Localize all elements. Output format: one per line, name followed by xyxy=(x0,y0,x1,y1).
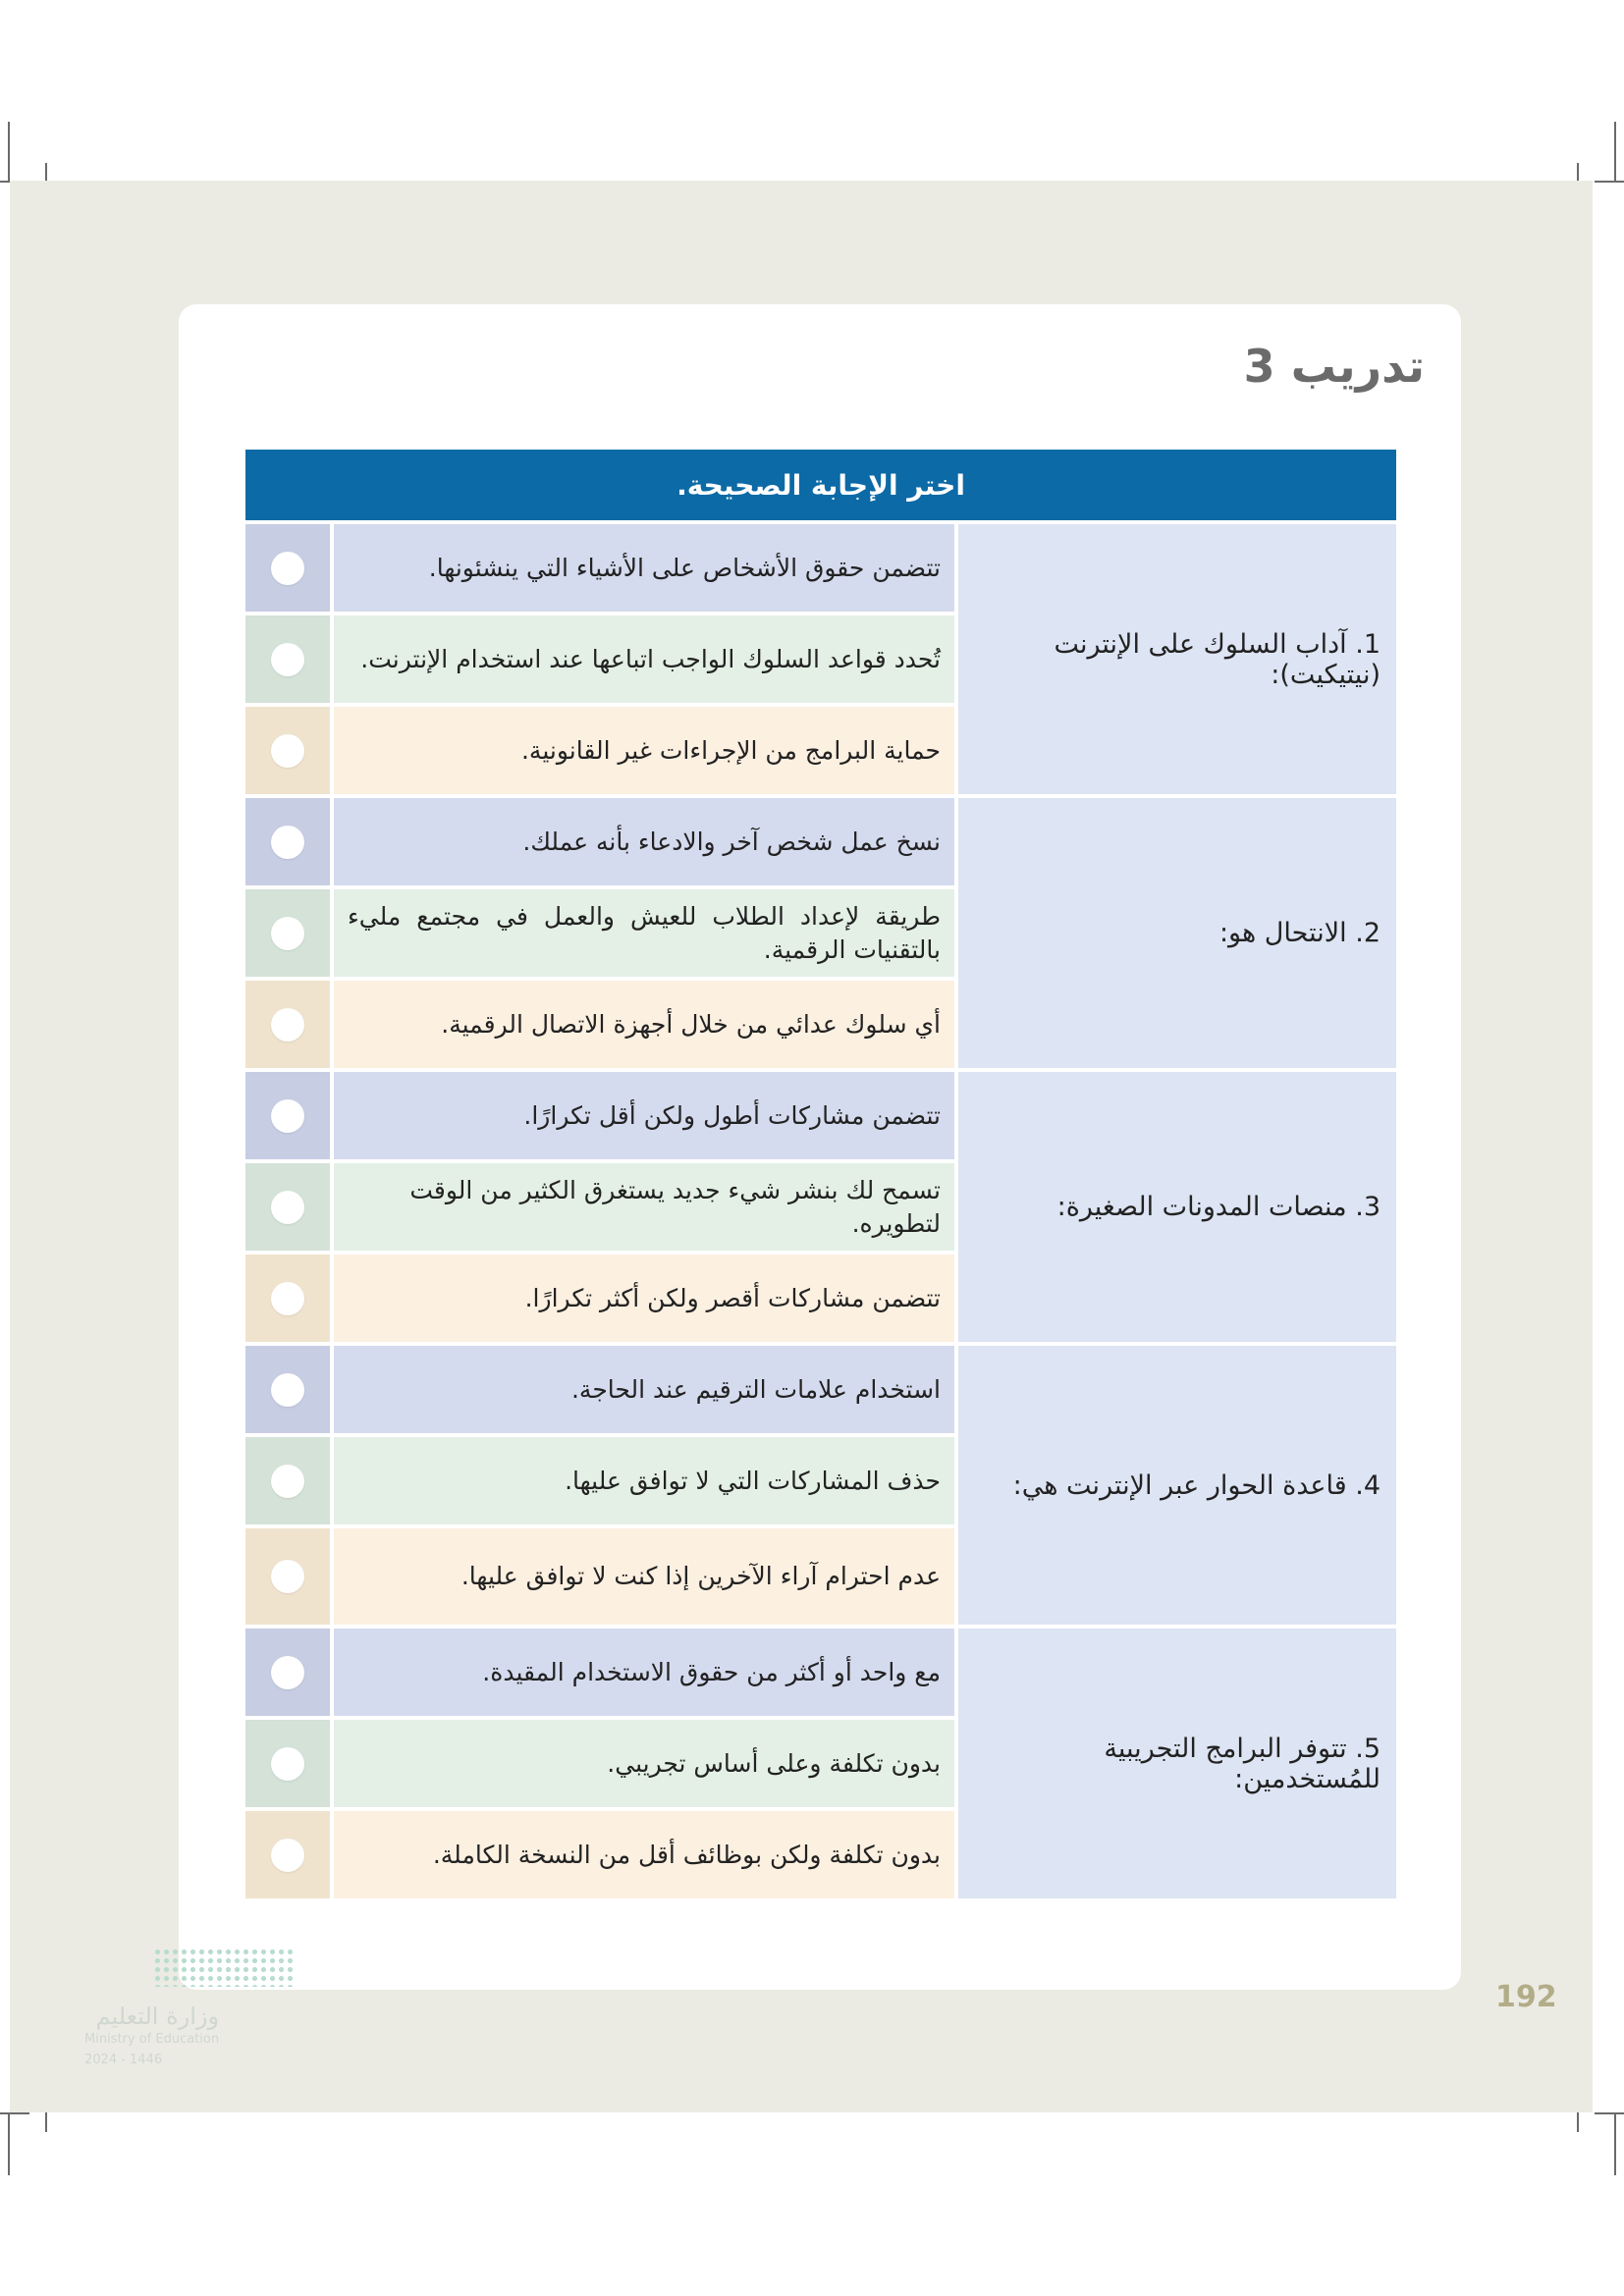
option-row[interactable] xyxy=(245,1255,954,1342)
option-row[interactable] xyxy=(245,798,954,885)
option-text: تسمح لك بنشر شيء جديد يستغرق الكثير من الوقت لتطويره. xyxy=(334,1163,954,1251)
options-list xyxy=(245,524,954,794)
radio-button[interactable] xyxy=(271,1008,304,1041)
crop-mark xyxy=(8,2114,10,2175)
radio-cell xyxy=(245,798,330,885)
option-text: استخدام علامات الترقيم عند الحاجة. xyxy=(334,1346,954,1433)
radio-cell xyxy=(245,1163,330,1251)
option-text: تتضمن مشاركات أطول ولكن أقل تكرارًا. xyxy=(334,1072,954,1159)
radio-button[interactable] xyxy=(271,1373,304,1407)
option-row[interactable] xyxy=(245,889,954,977)
question-text: 4. قاعدة الحوار عبر الإنترنت هي: xyxy=(958,1346,1396,1625)
option-row[interactable] xyxy=(245,1437,954,1524)
option-row[interactable] xyxy=(245,1072,954,1159)
ministry-logo-icon xyxy=(153,1948,297,1987)
radio-button[interactable] xyxy=(271,1099,304,1133)
question-text: 2. الانتحال هو: xyxy=(958,798,1396,1068)
logo-english: Ministry of Education xyxy=(84,2032,220,2047)
option-text: نسخ عمل شخص آخر والادعاء بأنه عملك. xyxy=(334,798,954,885)
radio-button[interactable] xyxy=(271,1656,304,1689)
option-text: بدون تكلفة ولكن بوظائف أقل من النسخة الكاملة. xyxy=(334,1811,954,1898)
crop-mark xyxy=(1595,2112,1624,2114)
crop-mark xyxy=(1595,181,1624,183)
options-list xyxy=(245,1072,954,1342)
option-text: أي سلوك عدائي من خلال أجهزة الاتصال الرقمية. xyxy=(334,981,954,1068)
table-header: اختر الإجابة الصحيحة. xyxy=(245,450,1396,520)
option-row[interactable] xyxy=(245,1720,954,1807)
option-row[interactable] xyxy=(245,524,954,612)
crop-mark xyxy=(8,122,10,183)
radio-button[interactable] xyxy=(271,1560,304,1593)
logo-arabic: وزارة التعليم xyxy=(95,2002,220,2030)
radio-cell xyxy=(245,981,330,1068)
question-group xyxy=(245,798,1396,1068)
options-list xyxy=(245,798,954,1068)
page-title: تدريب 3 xyxy=(1243,340,1425,393)
radio-button[interactable] xyxy=(271,826,304,859)
option-row[interactable] xyxy=(245,1528,954,1625)
option-text: بدون تكلفة وعلى أساس تجريبي. xyxy=(334,1720,954,1807)
option-text: حذف المشاركات التي لا توافق عليها. xyxy=(334,1437,954,1524)
question-text: 1. آداب السلوك على الإنترنت (نيتيكيت): xyxy=(958,524,1396,794)
radio-cell xyxy=(245,1629,330,1716)
radio-cell xyxy=(245,1437,330,1524)
radio-button[interactable] xyxy=(271,917,304,950)
option-row[interactable] xyxy=(245,1346,954,1433)
radio-button[interactable] xyxy=(271,734,304,768)
option-text: تتضمن حقوق الأشخاص على الأشياء التي ينشئونها. xyxy=(334,524,954,612)
option-text: طريقة لإعداد الطلاب للعيش والعمل في مجتمع مليء بالتقنيات الرقمية. xyxy=(334,889,954,977)
quiz-table xyxy=(245,450,1396,1898)
page-number: 192 xyxy=(1495,1980,1557,2014)
options-list xyxy=(245,1629,954,1898)
option-text: مع واحد أو أكثر من حقوق الاستخدام المقيدة. xyxy=(334,1629,954,1716)
radio-cell xyxy=(245,524,330,612)
radio-cell xyxy=(245,1255,330,1342)
radio-cell xyxy=(245,1720,330,1807)
crop-mark xyxy=(1614,2114,1616,2175)
radio-cell xyxy=(245,1072,330,1159)
radio-button[interactable] xyxy=(271,1465,304,1498)
option-row[interactable] xyxy=(245,1629,954,1716)
question-text: 5. تتوفر البرامج التجريبية للمُستخدمين: xyxy=(958,1629,1396,1898)
question-group xyxy=(245,1629,1396,1898)
radio-button[interactable] xyxy=(271,1191,304,1224)
crop-mark xyxy=(0,2112,29,2114)
radio-cell xyxy=(245,707,330,794)
question-group xyxy=(245,1346,1396,1625)
radio-button[interactable] xyxy=(271,552,304,585)
radio-button[interactable] xyxy=(271,1282,304,1315)
option-row[interactable] xyxy=(245,1163,954,1251)
radio-cell xyxy=(245,889,330,977)
radio-cell xyxy=(245,1346,330,1433)
radio-button[interactable] xyxy=(271,1839,304,1872)
option-row[interactable] xyxy=(245,1811,954,1898)
question-group xyxy=(245,524,1396,794)
question-text: 3. منصات المدونات الصغيرة: xyxy=(958,1072,1396,1342)
question-group xyxy=(245,1072,1396,1342)
radio-cell xyxy=(245,1528,330,1625)
ministry-logo xyxy=(84,2002,219,2067)
options-list xyxy=(245,1346,954,1625)
option-row[interactable] xyxy=(245,615,954,703)
option-text: تتضمن مشاركات أقصر ولكن أكثر تكرارًا. xyxy=(334,1255,954,1342)
option-text: تُحدد قواعد السلوك الواجب اتباعها عند استخدام الإنترنت. xyxy=(334,615,954,703)
radio-cell xyxy=(245,615,330,703)
crop-mark xyxy=(1614,122,1616,183)
radio-button[interactable] xyxy=(271,643,304,676)
option-row[interactable] xyxy=(245,707,954,794)
logo-year: 2024 - 1446 xyxy=(84,2053,163,2067)
option-text: عدم احترام آراء الآخرين إذا كنت لا توافق عليها. xyxy=(334,1528,954,1625)
option-text: حماية البرامج من الإجراءات غير القانونية. xyxy=(334,707,954,794)
option-row[interactable] xyxy=(245,981,954,1068)
radio-cell xyxy=(245,1811,330,1898)
radio-button[interactable] xyxy=(271,1747,304,1781)
